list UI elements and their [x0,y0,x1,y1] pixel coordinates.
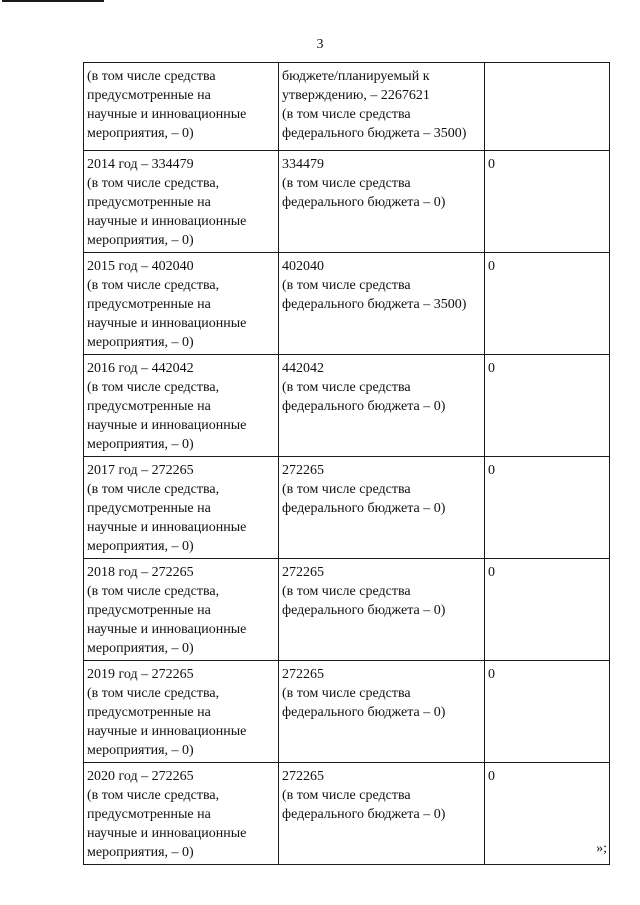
top-rule [2,0,104,2]
cell-total-funding: 2018 год – 272265 (в том числе средства, предусмотренные на научные и инновационные мероприятия, – 0) [84,559,279,661]
cell-total-funding: 2020 год – 272265 (в том числе средства, предусмотренные на научные и инновационные мероприятия, – 0) [84,763,279,865]
cell-total-funding: 2015 год – 402040 (в том числе средства, предусмотренные на научные и инновационные мероприятия, – 0) [84,253,279,355]
cell-total-funding: 2014 год – 334479 (в том числе средства, предусмотренные на научные и инновационные мероприятия, – 0) [84,151,279,253]
cell-other-funding: 0 [485,559,610,661]
cell-budget-funding: 334479 (в том числе средства федерального бюджета – 0) [279,151,485,253]
cell-budget-funding: 442042 (в том числе средства федерального бюджета – 0) [279,355,485,457]
cell-other-funding: 0 [485,457,610,559]
table-row [84,355,610,457]
cell-other-funding: 0 [485,253,610,355]
cell-total-funding: 2017 год – 272265 (в том числе средства, предусмотренные на научные и инновационные мероприятия, – 0) [84,457,279,559]
table-row [84,763,610,865]
cell-other-funding: 0 [485,763,610,865]
closing-quote-mark: »; [596,841,607,856]
table-row [84,63,610,151]
cell-total-funding: 2019 год – 272265 (в том числе средства, предусмотренные на научные и инновационные мероприятия, – 0) [84,661,279,763]
cell-budget-funding: 272265 (в том числе средства федерального бюджета – 0) [279,457,485,559]
table-row [84,559,610,661]
cell-other-funding: 0 [485,661,610,763]
cell-total-funding: (в том числе средства предусмотренные на научные и инновационные мероприятия, – 0) [84,63,279,151]
cell-budget-funding: 272265 (в том числе средства федерального бюджета – 0) [279,763,485,865]
table-row [84,457,610,559]
cell-other-funding: 0 [485,151,610,253]
cell-budget-funding: 272265 (в том числе средства федерального бюджета – 0) [279,661,485,763]
cell-other-funding: 0 [485,355,610,457]
cell-other-funding [485,63,610,151]
budget-table [83,62,610,865]
cell-budget-funding: 402040 (в том числе средства федерального бюджета – 3500) [279,253,485,355]
cell-budget-funding: бюджете/планируемый к утверждению, – 2267621 (в том числе средства федерального бюджета – 3500) [279,63,485,151]
table-row [84,661,610,763]
cell-total-funding: 2016 год – 442042 (в том числе средства, предусмотренные на научные и инновационные мероприятия, – 0) [84,355,279,457]
table-row [84,151,610,253]
cell-budget-funding: 272265 (в том числе средства федерального бюджета – 0) [279,559,485,661]
page-number: 3 [316,37,324,52]
table-row [84,253,610,355]
